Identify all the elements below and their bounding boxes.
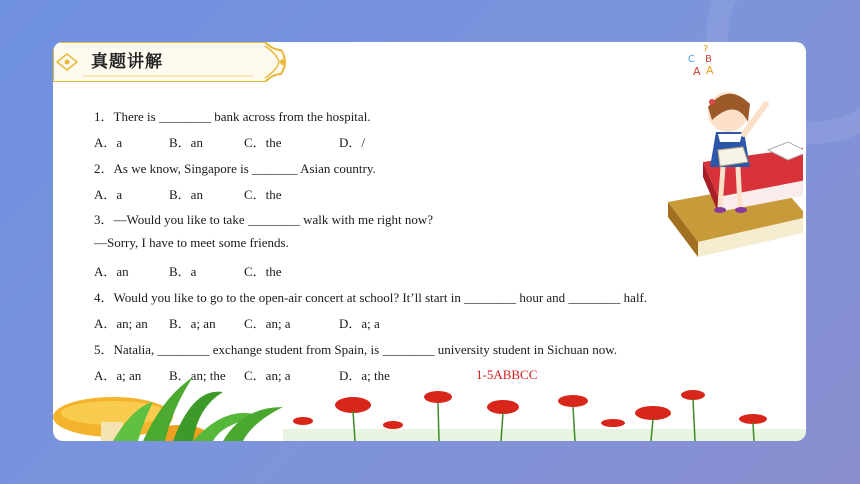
question-1-options bbox=[94, 132, 494, 148]
grass-flowers-decoration bbox=[53, 377, 806, 441]
question-5-stem: 5．Natalia, ________ exchange student from Spain, is ________ university student in Sichuan now. bbox=[94, 342, 618, 357]
section-title: 真题讲解 bbox=[91, 52, 163, 72]
option-5b: B．an; the bbox=[169, 368, 226, 383]
option-3c: C．the bbox=[244, 264, 282, 279]
option-4a: A．an; an bbox=[94, 316, 148, 331]
option-2b: B．an bbox=[169, 187, 203, 202]
option-5c: C．an; a bbox=[244, 368, 291, 383]
content-card bbox=[53, 42, 806, 441]
question-4-options bbox=[94, 313, 494, 329]
section-title-badge bbox=[53, 42, 289, 82]
option-1d: D．/ bbox=[339, 135, 366, 150]
question-2-options bbox=[94, 184, 494, 200]
question-1-stem: 1．There is ________ bank across from the hospital. bbox=[94, 109, 371, 124]
option-4c: C．an; a bbox=[244, 316, 291, 331]
option-5d: D．a; the bbox=[339, 368, 390, 383]
girl-reading-books-illustration bbox=[608, 42, 803, 277]
letter-c: C bbox=[688, 54, 695, 65]
option-3a: A．an bbox=[94, 264, 129, 279]
answer-key: 1-5ABBCC bbox=[476, 367, 538, 382]
option-4d: D．a; a bbox=[339, 316, 380, 331]
question-3-stem-2: —Sorry, I have to meet some friends. bbox=[94, 235, 289, 250]
option-1c: C．the bbox=[244, 135, 282, 150]
option-2a: A．a bbox=[94, 187, 123, 202]
option-4b: B．a; an bbox=[169, 316, 216, 331]
badge-frame-icon bbox=[53, 42, 289, 82]
letter-b: B bbox=[705, 54, 712, 65]
question-3-stem: 3．—Would you like to take ________ walk with me right now? bbox=[94, 212, 434, 227]
option-5a: A．a; an bbox=[94, 368, 142, 383]
option-2c: C．the bbox=[244, 187, 282, 202]
letter-a-2: A bbox=[706, 64, 714, 77]
letter-question: ? bbox=[703, 44, 709, 55]
question-4-stem: 4．Would you like to go to the open-air concert at school? It’ll start in ________ hour and ________ half. bbox=[94, 290, 648, 305]
option-3b: B．a bbox=[169, 264, 197, 279]
option-1b: B．an bbox=[169, 135, 203, 150]
question-3-options bbox=[94, 261, 494, 277]
option-1a: A．a bbox=[94, 135, 123, 150]
question-2-stem: 2．As we know, Singapore is _______ Asian country. bbox=[94, 161, 376, 176]
letter-a: A bbox=[693, 65, 701, 78]
